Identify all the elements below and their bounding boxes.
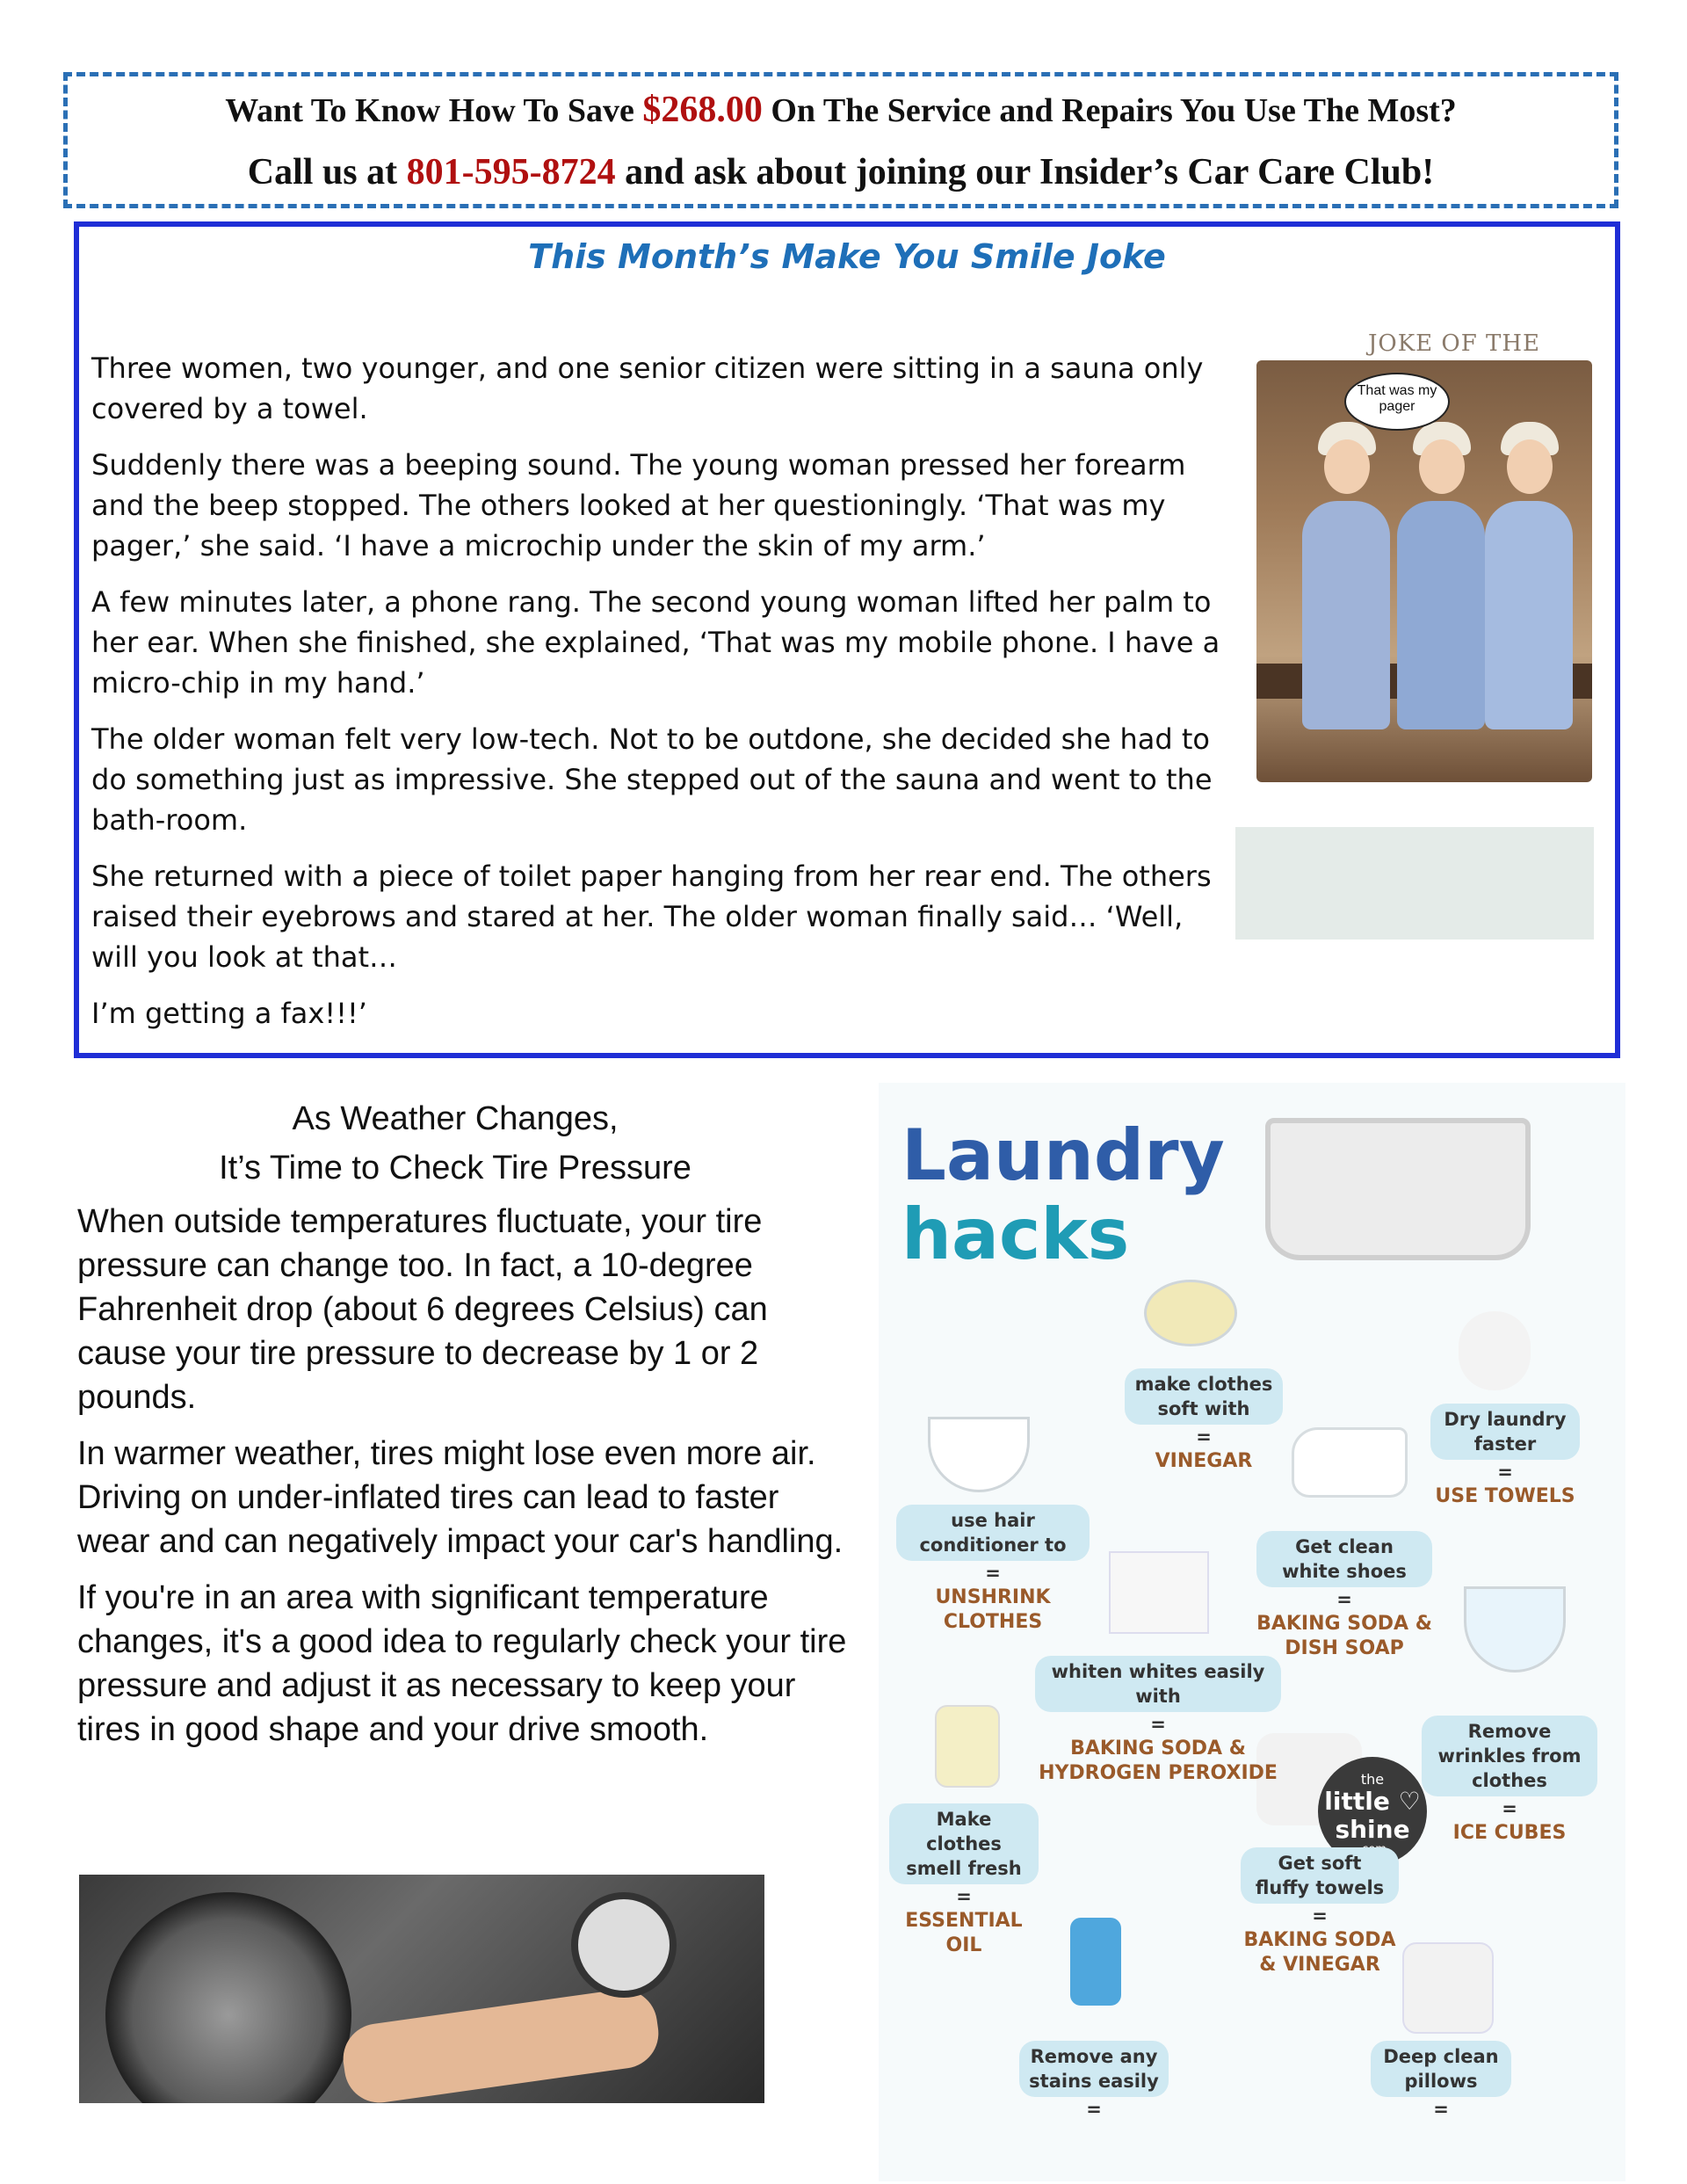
tire-gauge-photo [79, 1875, 764, 2103]
tire-article-title [77, 1094, 833, 1193]
promo-text-c: Call us at [247, 152, 407, 192]
laundry-hacks-infographic [879, 1083, 1625, 2181]
hack-equals: = [1086, 2099, 1102, 2120]
tire-paragraph: In warmer weather, tires might lose even more air. Driving on under-inflated tires can lead to faster wear and can negatively impact your car's handling. [77, 1435, 844, 1560]
hack-item [896, 1505, 1090, 1635]
hack-label: use hair conditioner to [896, 1505, 1090, 1561]
joke-image-caption: JOKE OF THE [1367, 330, 1541, 357]
oil-bowl-icon [1144, 1280, 1237, 1346]
gray-panel [1235, 827, 1594, 940]
promo-savings-amount: $268.00 [642, 90, 763, 130]
promo-text-d: and ask about joining our Insider’s Car Care Club! [615, 152, 1435, 192]
laundry-title-2: hacks [901, 1194, 1130, 1275]
tire-paragraph: When outside temperatures fluctuate, your tire pressure can change too. In fact, a 10-degree Fahrenheit drop (about 6 degrees Celsius) can cause your tire pressure to decrease by 1 or 2 pounds. [77, 1203, 768, 1416]
hack-result: UNSHRINK CLOTHES [935, 1586, 1051, 1633]
logo-text: shine [1335, 1815, 1410, 1844]
promo-line-1 [68, 89, 1614, 131]
woman-figure [1302, 501, 1390, 729]
joke-paragraph: Suddenly there was a beeping sound. The young woman pressed her forearm and the beep stopped. The others looked at her questioningly. ‘That was my pager,’ she said. ‘I have a microchip under the skin of my arm.’ [91, 448, 1186, 562]
hack-equals: = [956, 1886, 972, 1907]
hack-item [1371, 2041, 1511, 2122]
hack-result: BAKING SODA & HYDROGEN PEROXIDE [1039, 1738, 1278, 1784]
logo-text: little ♡ [1324, 1787, 1421, 1816]
promo-text-b: On The Service and Repairs You Use The Most? [762, 92, 1457, 129]
folded-shirts-icon [1109, 1551, 1209, 1634]
hack-result: USE TOWELS [1435, 1485, 1575, 1507]
rolled-towel-icon [1459, 1311, 1531, 1390]
joke-punchline: I’m getting a fax!!!’ [91, 997, 367, 1030]
hack-item [1422, 1716, 1597, 1846]
tire-title-line-2: It’s Time to Check Tire Pressure [219, 1150, 691, 1186]
laundry-title-1: Laundry [901, 1114, 1225, 1196]
promo-banner [63, 72, 1618, 208]
hack-result: ESSENTIAL OIL [905, 1910, 1023, 1956]
ice-bowl-icon [1464, 1586, 1566, 1672]
hack-label: whiten whites easily with [1035, 1656, 1281, 1712]
hack-equals: = [985, 1563, 1001, 1584]
hack-result: ICE CUBES [1452, 1822, 1567, 1844]
joke-paragraph: A few minutes later, a phone rang. The second young woman lifted her palm to her ear. When she finished, she explained, ‘That was my mobile phone. I have a micro-chip in my hand.’ [91, 585, 1220, 700]
hack-label: Remove any stains easily [1019, 2041, 1169, 2097]
conditioner-bowl-icon [928, 1417, 1030, 1492]
hack-label: Get soft fluffy towels [1241, 1847, 1399, 1904]
hack-item [1035, 1656, 1281, 1786]
hack-item [889, 1803, 1039, 1958]
pressure-gauge-icon [571, 1892, 677, 1998]
promo-text-a: Want To Know How To Save [225, 92, 643, 129]
joke-paragraph: Three women, two younger, and one senior citizen were sitting in a sauna only covered by a towel. [91, 352, 1204, 425]
speech-bubble: That was my pager [1344, 373, 1450, 431]
hack-equals: = [1196, 1426, 1212, 1448]
pillow-icon [1402, 1942, 1494, 2034]
hack-equals: = [1502, 1798, 1517, 1819]
hack-item [1256, 1531, 1432, 1661]
wheel-rim [105, 1892, 351, 2103]
joke-section [74, 221, 1620, 1058]
hack-item [1241, 1847, 1399, 1977]
tire-article-body [77, 1200, 851, 1764]
spray-bottle-icon [1070, 1918, 1121, 2006]
sauna-illustration [1256, 360, 1592, 782]
joke-title: This Month’s Make You Smile Joke [528, 237, 1166, 276]
promo-line-2 [68, 151, 1614, 193]
hack-label: make clothes soft with [1125, 1368, 1283, 1425]
hack-equals: = [1150, 1714, 1166, 1735]
hack-equals: = [1497, 1462, 1513, 1483]
hack-item [1019, 2041, 1169, 2122]
tire-title-line-1: As Weather Changes, [292, 1100, 619, 1137]
hack-label: Deep clean pillows [1371, 2041, 1511, 2097]
tire-paragraph: If you're in an area with significant temperature changes, it's a good idea to regularly check your tire pressure and adjust it as necessary to keep your tires in good shape and your drive smooth. [77, 1579, 847, 1748]
woman-figure [1397, 501, 1485, 729]
hack-equals: = [1336, 1589, 1352, 1610]
hack-equals: = [1433, 2099, 1449, 2120]
woman-figure [1485, 501, 1573, 729]
logo-text: the [1360, 1771, 1385, 1788]
joke-paragraph: She returned with a piece of toilet paper hanging from her rear end. The others raised their eyebrows and stared at her. The older woman finally said… ‘Well, will you look at that… [91, 860, 1212, 974]
hack-label: Remove wrinkles from clothes [1422, 1716, 1597, 1796]
hand [338, 1984, 662, 2103]
laundry-basket-icon [1265, 1118, 1531, 1260]
phone-number[interactable]: 801-595-8724 [406, 152, 616, 192]
laundry-title [901, 1116, 1225, 1274]
joke-body [91, 348, 1234, 1049]
hack-label: Get clean white shoes [1256, 1531, 1432, 1587]
hack-label: Make clothes smell fresh [889, 1803, 1039, 1884]
hack-label: Dry laundry faster [1430, 1404, 1580, 1460]
sneaker-icon [1292, 1427, 1408, 1498]
hack-item [1125, 1368, 1283, 1474]
hack-result: VINEGAR [1155, 1450, 1253, 1472]
essential-oil-bottle-icon [935, 1705, 1000, 1788]
hack-result: BAKING SODA & DISH SOAP [1256, 1613, 1432, 1659]
hack-item [1430, 1404, 1580, 1509]
joke-paragraph: The older woman felt very low-tech. Not to be outdone, she decided she had to do something just as impressive. She stepped out of the sauna and went to the bath-room. [91, 722, 1213, 837]
hack-equals: = [1312, 1905, 1328, 1926]
hack-result: BAKING SODA & VINEGAR [1243, 1929, 1396, 1976]
